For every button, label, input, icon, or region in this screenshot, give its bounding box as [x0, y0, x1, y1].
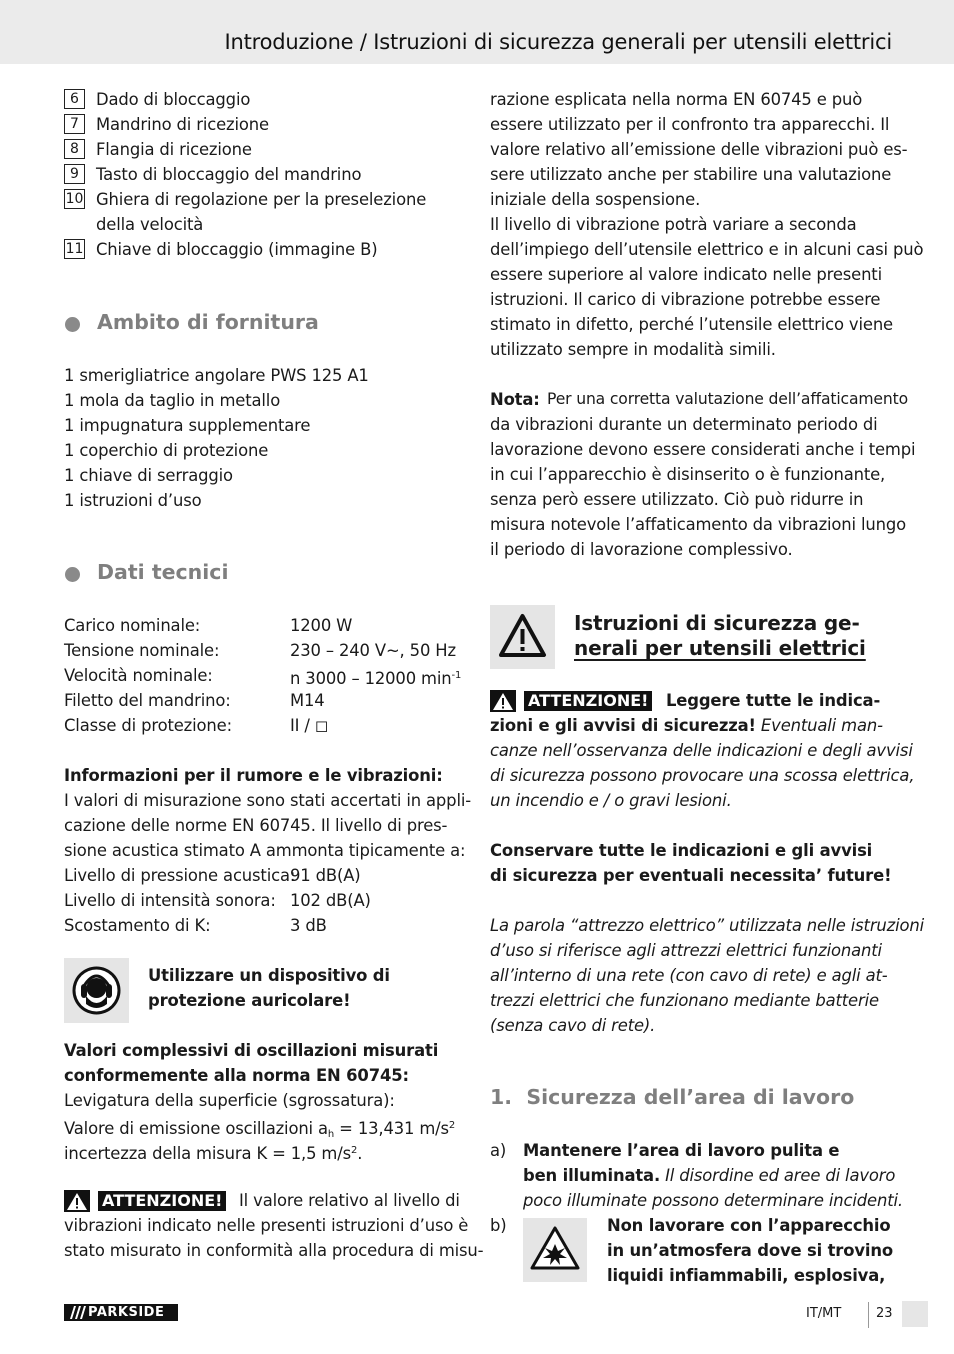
noise-label: Livello di intensità sonora: [64, 891, 276, 910]
tech-label: Carico nominale: [64, 616, 201, 635]
noise-text: cazione delle norme EN 60745. Il livello di pres- [64, 816, 448, 835]
safety-warning-italic: di sicurezza possono provocare una scossa elettrica, [490, 766, 915, 785]
noise-heading: Informazioni per il rumore e le vibrazioni: [64, 766, 443, 785]
nota-text: lavorazione devono essere considerati anche i tempi [490, 440, 916, 459]
part-number: 7 [64, 114, 85, 134]
part-number: 6 [64, 89, 85, 109]
emission-text: Valore di emissione oscillazioni a [64, 1119, 328, 1138]
nota-text: da vibrazioni durante un determinato periodo di [490, 415, 878, 434]
noise-value: 3 dB [290, 916, 327, 935]
work-area-b: in un’atmosfera dove si trovino [607, 1241, 893, 1260]
part-number: 10 [65, 191, 84, 207]
item-marker: b) [490, 1216, 507, 1235]
attention-badge: ATTENZIONE! [524, 691, 652, 711]
language-code: IT/MT [806, 1306, 842, 1321]
page-title: Introduzione / Istruzioni di sicurezza generali per utensili elettrici [224, 30, 892, 54]
vibration-cont: utilizzato sempre in modalità simili. [490, 340, 776, 359]
work-area-b: Non lavorare con l’apparecchio [607, 1216, 891, 1235]
tech-label: Classe di protezione: [64, 716, 232, 735]
scope-item: 1 istruzioni d’uso [64, 491, 202, 510]
safety-heading: nerali per utensili elettrici [574, 636, 866, 660]
scope-item: 1 smerigliatrice angolare PWS 125 A1 [64, 366, 369, 385]
vibration-cont: razione esplicata nella norma EN 60745 e può [490, 90, 863, 109]
vibration-heading: conformemente alla norma EN 60745: [64, 1066, 409, 1085]
tech-heading: Dati tecnici [97, 560, 229, 584]
ear-protection-icon [64, 958, 129, 1023]
vibration-uncertainty [64, 1138, 362, 1166]
definition-text: all’interno di una rete (con cavo di rete) e agli at- [490, 966, 888, 985]
part-label: Ghiera di regolazione per la preselezione [96, 190, 427, 209]
safety-warning-bold: zioni e gli avvisi di sicurezza! [490, 716, 756, 735]
tech-value-sup: -1 [451, 670, 462, 681]
uncert-end: . [357, 1144, 363, 1163]
explosion-hazard-icon [523, 1218, 587, 1282]
nota-text: senza però essere utilizzato. Ciò può ridurre in [490, 490, 864, 509]
safety-heading: Istruzioni di sicurezza ge- [574, 611, 860, 635]
safety-warning-italic: Eventuali man- [755, 716, 883, 735]
safety-warning-italic: un incendio e / o gravi lesioni. [490, 791, 732, 810]
warning-icon [64, 1190, 90, 1212]
emission-sub: h [327, 1129, 335, 1140]
keep-instructions: di sicurezza per eventuali necessita’ future! [490, 866, 892, 885]
part-label: Flangia di ricezione [96, 140, 252, 159]
brand-name: PARKSIDE [88, 1305, 165, 1320]
logo-stripes-icon [67, 1306, 87, 1319]
vibration-text: Levigatura della superficie (sgrossatura): [64, 1091, 395, 1110]
attention-text: stato misurato in conformità alla procedura di misu- [64, 1241, 484, 1260]
part-number: 9 [64, 164, 85, 184]
uncert-text: incertezza della misura K = 1,5 m/s [64, 1144, 351, 1163]
part-label: Tasto di bloccaggio del mandrino [96, 165, 362, 184]
vibration-cont: sere utilizzato anche per stabilire una valutazione [490, 165, 892, 184]
safety-warning: Leggere tutte le indica- [666, 691, 881, 710]
scope-item: 1 impugnatura supplementare [64, 416, 311, 435]
page-header [0, 0, 954, 64]
part-label-cont: della velocità [96, 215, 204, 234]
noise-text: I valori di misurazione sono stati accertati in appli- [64, 791, 472, 810]
item-marker: a) [490, 1141, 507, 1160]
page-number: 23 [876, 1306, 893, 1321]
tech-value-row [290, 663, 461, 691]
tech-label: Velocità nominale: [64, 666, 213, 685]
tech-value: n 3000 – 12000 min [290, 669, 452, 688]
vibration-cont: essere superiore al valore indicato nelle presenti [490, 265, 882, 284]
part-label: Mandrino di ricezione [96, 115, 269, 134]
safety-warning-line [490, 713, 883, 738]
ear-protection-text: Utilizzare un dispositivo di [148, 966, 390, 985]
work-area-a-line [523, 1163, 895, 1188]
scope-heading: Ambito di fornitura [97, 310, 319, 334]
warning-icon [490, 605, 555, 669]
footer-tab [902, 1301, 928, 1327]
uncert-sup: 2 [351, 1145, 358, 1156]
scope-item: 1 chiave di serraggio [64, 466, 233, 485]
vibration-cont: istruzioni. Il carico di vibrazione potrebbe essere [490, 290, 881, 309]
nota-text: in cui l’apparecchio è disinserito o è funzionante, [490, 465, 886, 484]
noise-value: 91 dB(A) [290, 866, 361, 885]
work-area-heading: 1. Sicurezza dell’area di lavoro [490, 1085, 855, 1109]
work-area-a-italic: Il disordine ed aree di lavoro [660, 1166, 896, 1185]
part-number: 8 [64, 139, 85, 159]
attention-text: vibrazioni indicato nelle presenti istruzioni d’uso è [64, 1216, 469, 1235]
vibration-cont: iniziale della sospensione. [490, 190, 701, 209]
definition-text: (senza cavo di rete). [490, 1016, 656, 1035]
emission-sup: 2 [448, 1120, 456, 1131]
part-label: Chiave di bloccaggio (immagine B) [96, 240, 378, 259]
ear-protection-text: protezione auricolare! [148, 991, 351, 1010]
definition-text: d’uso si riferisce agli attrezzi elettrici funzionanti [490, 941, 882, 960]
bullet-icon [65, 567, 80, 582]
footer-divider [868, 1302, 869, 1328]
definition-text: La parola “attrezzo elettrico” utilizzata nelle istruzioni [490, 916, 925, 935]
tech-value: M14 [290, 691, 325, 710]
tech-value: 230 – 240 V~, 50 Hz [290, 641, 456, 660]
nota-label: Nota: [490, 390, 540, 409]
warning-icon [490, 690, 516, 712]
nota-text: misura notevole l’affaticamento da vibrazioni lungo [490, 515, 907, 534]
work-area-a-bold: ben illuminata. [523, 1166, 661, 1185]
parkside-logo [64, 1304, 178, 1321]
noise-label: Scostamento di K: [64, 916, 211, 935]
vibration-cont: Il livello di vibrazione potrà variare a seconda [490, 215, 857, 234]
noise-label: Livello di pressione acustica: [64, 866, 296, 885]
tech-value: II / ◻ [290, 716, 329, 735]
definition-text: trezzi elettrici che funzionano mediante batterie [490, 991, 879, 1010]
work-area-a-italic: poco illuminate possono determinare incidenti. [523, 1191, 903, 1210]
attention-text: Il valore relativo al livello di [239, 1191, 460, 1210]
bullet-icon [65, 317, 80, 332]
nota-text: il periodo di lavorazione complessivo. [490, 540, 793, 559]
nota-text: Per una corretta valutazione dell’affaticamento [547, 390, 908, 408]
tech-label: Tensione nominale: [64, 641, 220, 660]
work-area-a: Mantenere l’area di lavoro pulita e [523, 1141, 840, 1160]
noise-value: 102 dB(A) [290, 891, 371, 910]
vibration-heading: Valori complessivi di oscillazioni misurati [64, 1041, 439, 1060]
part-label: Dado di bloccaggio [96, 90, 251, 109]
vibration-cont: stimato in difetto, perché l’utensile elettrico viene [490, 315, 893, 334]
work-area-b: liquidi infiammabili, esplosiva, [607, 1266, 886, 1285]
part-number: 11 [65, 241, 84, 257]
emission-value: = 13,431 m/s [334, 1119, 449, 1138]
noise-text: sione acustica stimato A ammonta tipicamente a: [64, 841, 466, 860]
tech-value: 1200 W [290, 616, 353, 635]
vibration-cont: valore relativo all’emissione delle vibrazioni può es- [490, 140, 908, 159]
keep-instructions: Conservare tutte le indicazioni e gli avvisi [490, 841, 873, 860]
vibration-cont: dell’impiego dell’utensile elettrico e in alcuni casi può [490, 240, 924, 259]
attention-badge: ATTENZIONE! [98, 1191, 226, 1211]
safety-warning-italic: canze nell’osservanza delle indicazioni e degli avvisi [490, 741, 913, 760]
vibration-cont: essere utilizzato per il confronto tra apparecchi. Il [490, 115, 890, 134]
scope-item: 1 coperchio di protezione [64, 441, 269, 460]
scope-item: 1 mola da taglio in metallo [64, 391, 281, 410]
tech-label: Filetto del mandrino: [64, 691, 231, 710]
